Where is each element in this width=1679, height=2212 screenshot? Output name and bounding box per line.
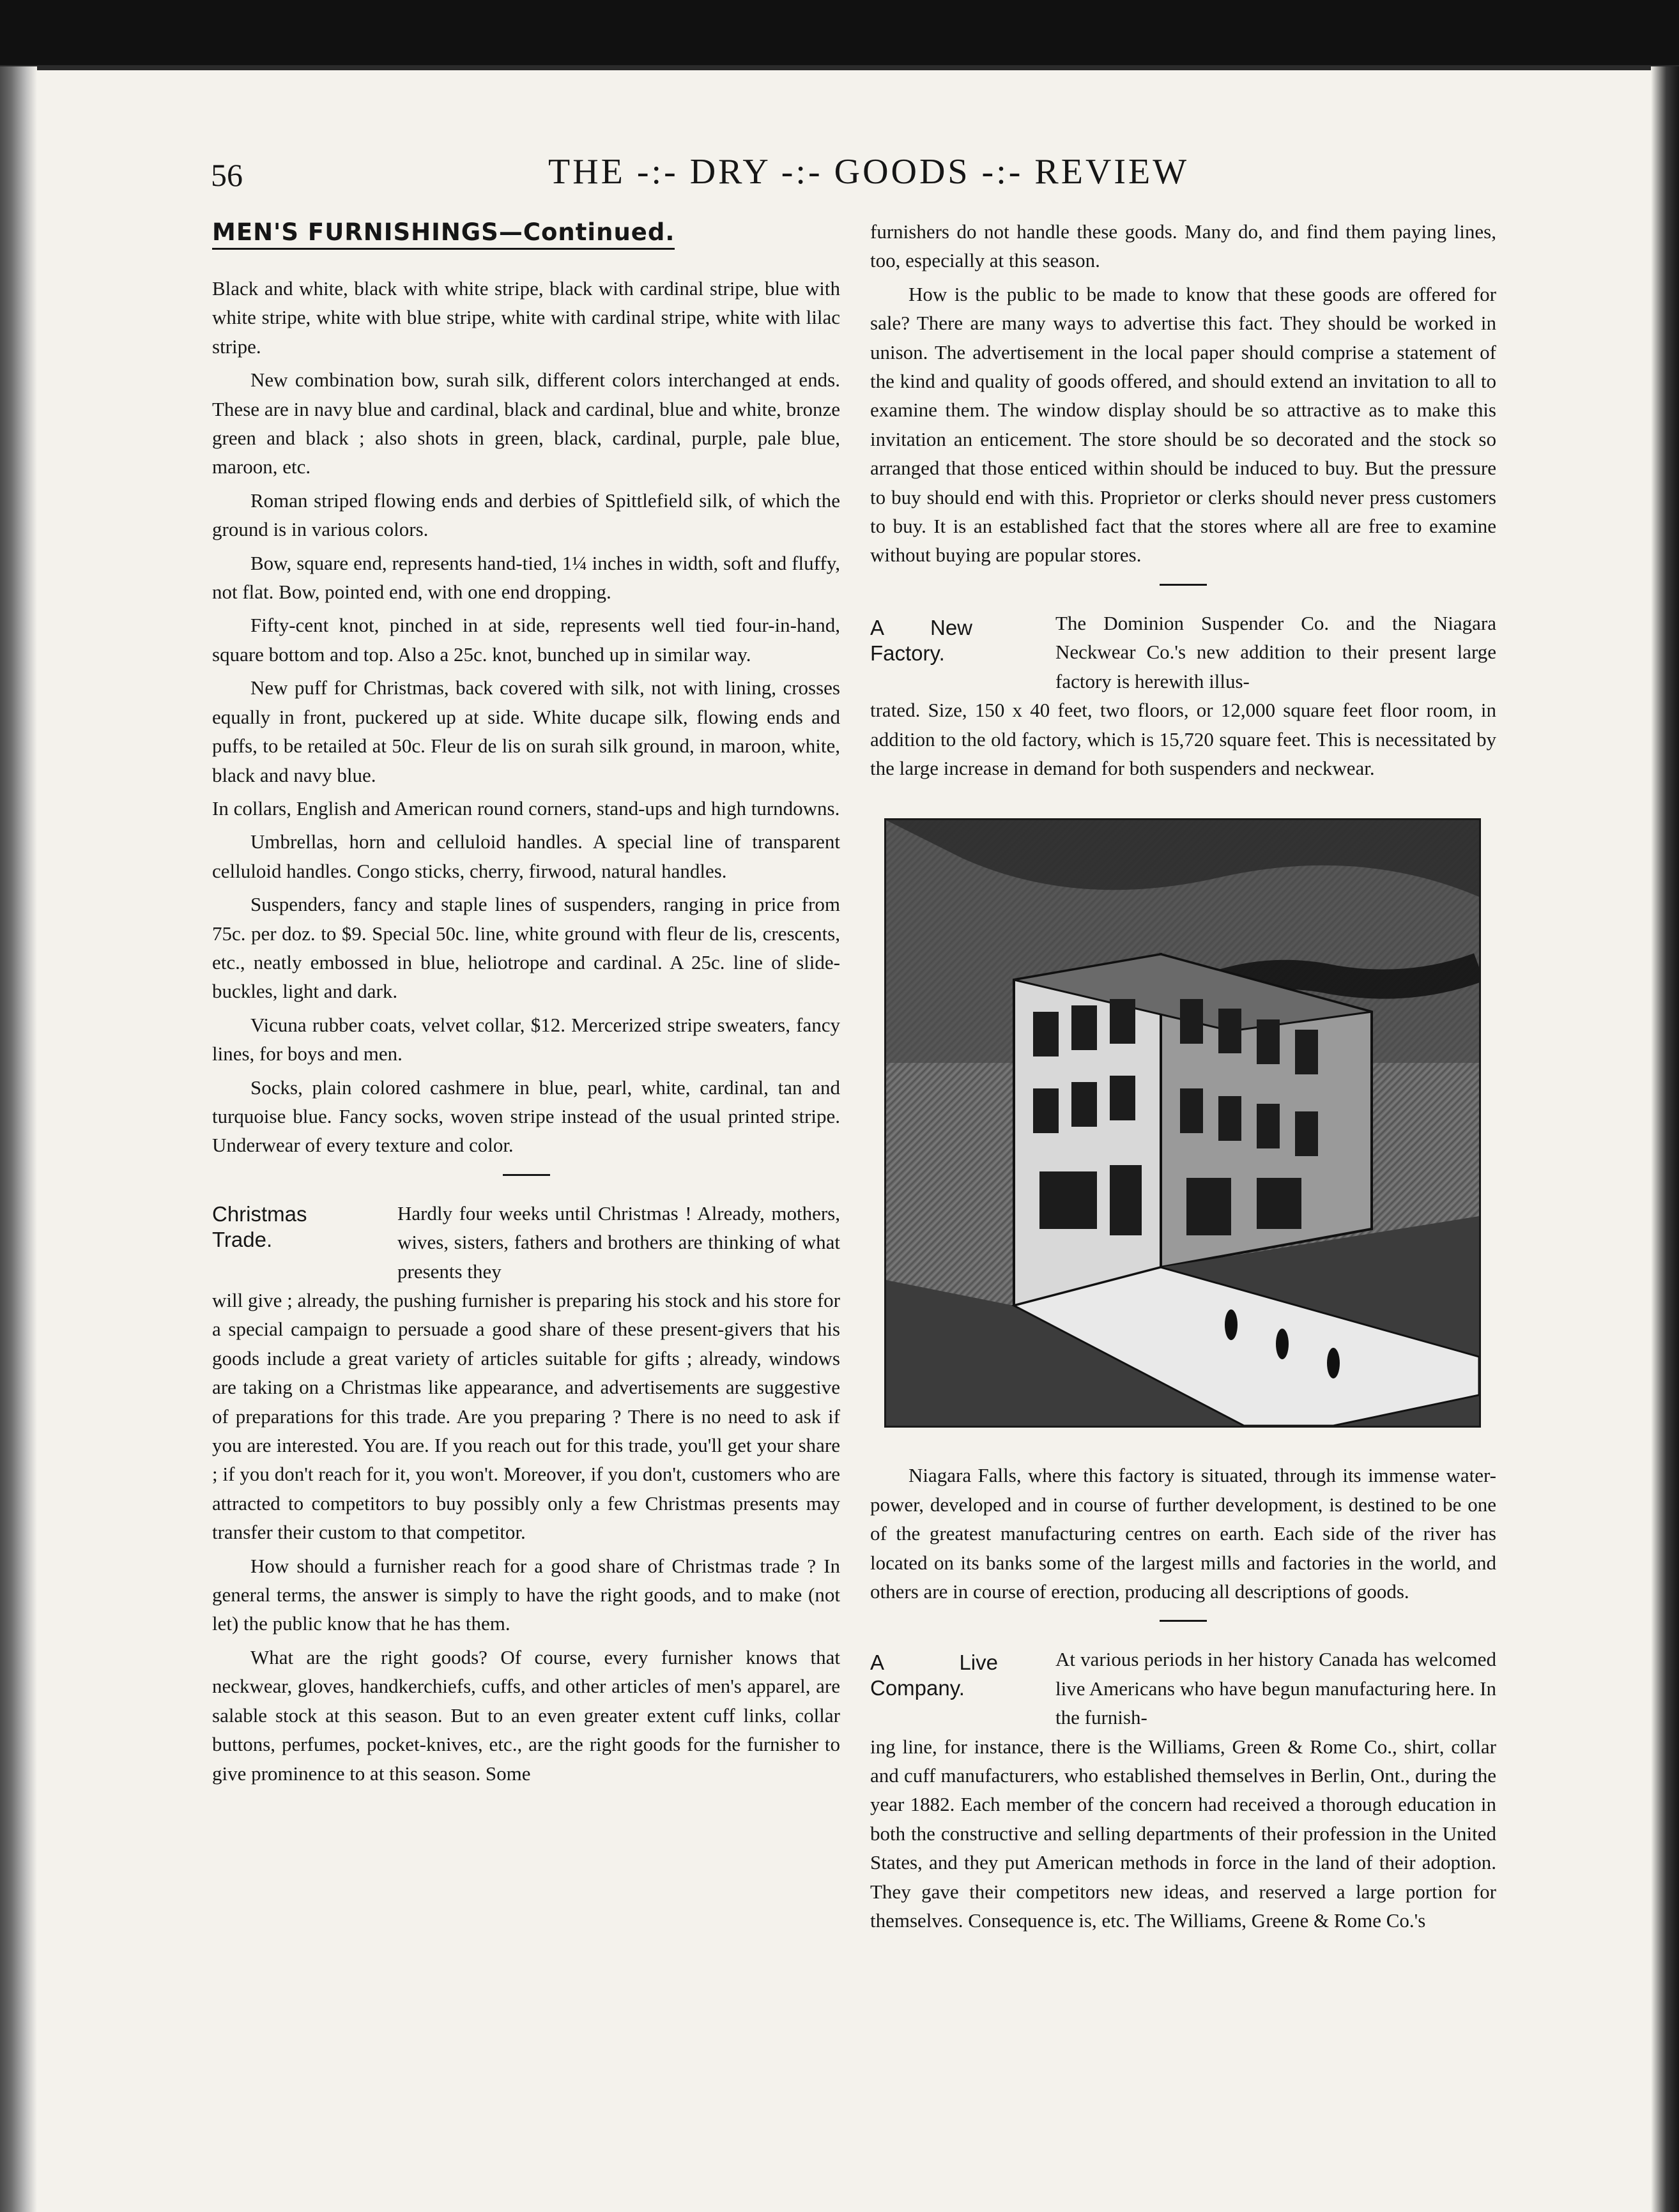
paragraph: furnishers do not handle these goods. Many do, and find them paying lines, too, especially at this season. <box>870 220 1496 272</box>
paragraph: trated. Size, 150 x 40 feet, two floors, or 12,000 square feet floor room, in addition to the old factory, which is 15,720 square feet. This is necessitated by the large increase in demand for both suspenders and neckwear. <box>870 699 1496 779</box>
paragraph: New combination bow, surah silk, different colors interchanged at ends. These are in navy blue and cardinal, black and cardinal, blue and white, bronze green and black ; also shots in green, black, cardinal, purple, pale blue, maroon, etc. <box>212 369 840 478</box>
section-divider <box>503 1174 550 1176</box>
paragraph: Fifty-cent knot, pinched in at side, represents well tied four-in-hand, square bottom and top. Also a 25c. knot, bunched up in similar way. <box>212 614 840 666</box>
paragraph: Black and white, black with white stripe, black with cardinal stripe, blue with white stripe, white with blue stripe, white with cardinal stripe, white with lilac stripe. <box>212 277 840 358</box>
left-column <box>212 217 840 1792</box>
section-divider <box>1160 584 1207 586</box>
right-column <box>870 217 1496 1939</box>
paragraph: What are the right goods? Of course, every furnisher knows that neckwear, gloves, handkerchiefs, cuffs, and other articles of men's apparel, are salable stock at this season. But to an even greater extent cuff links, collar buttons, perfumes, pocket-knives, etc., are the right goods for the furnisher to give prominence to at this season. Some <box>212 1645 840 1785</box>
scan-top-border <box>0 0 1679 66</box>
new-factory-section <box>870 609 1496 696</box>
sidehead-label: Christmas Trade. <box>212 1201 307 1251</box>
paragraph: How should a furnisher reach for a good share of Christmas trade ? In general terms, the answer is simply to have the right goods, and to make (not let) the public know that he has them. <box>212 1554 840 1635</box>
scan-right-edge <box>1651 66 1679 2212</box>
paragraph: Suspenders, fancy and staple lines of suspenders, ranging in price from 75c. per doz. to $9. Special 50c. line, white ground with fleur de lis, crescents, etc., neatly embossed in blue, heliotrope and cardinal. A 25c. line of slide-buckles, light and dark. <box>212 893 840 1003</box>
running-title: THE -:- DRY -:- GOODS -:- REVIEW <box>548 152 1190 192</box>
scan-left-edge <box>0 66 37 2212</box>
sidehead-label: A New Factory. <box>870 615 972 665</box>
section-divider <box>1160 1620 1207 1622</box>
sidehead-lead: The Dominion Suspender Co. and the Niagara Neckwear Co.'s new addition to their present large factory is herewith illus- <box>1055 611 1496 692</box>
paragraph: will give ; already, the pushing furnisher is preparing his stock and his store for a special campaign to persuade a good share of these present-givers that his goods include a great variety of articles suitable for gifts ; already, windows are taking on a Christmas like appearance, and advertisements are suggestive of preparations for this trade. Are you preparing ? There is no need to ask if you are interested. You are. If you reach out for this trade, you'll get your share ; if you don't reach for it, you won't. Moreover, if you don't, customers who are attracted to competitors to buy possibly only a few Christmas presents may transfer their custom to that competitor. <box>212 1289 840 1544</box>
sidehead-lead: At various periods in her history Canada has welcomed live Americans who have begun manufacturing here. In the furnish- <box>1055 1648 1496 1729</box>
paragraph: Socks, plain colored cashmere in blue, pearl, white, cardinal, tan and turquoise blue. Fancy socks, woven stripe instead of the usual printed stripe. Underwear of every texture and color. <box>212 1076 840 1157</box>
section-title: MEN'S FURNISHINGS—Continued. <box>212 217 675 250</box>
page-number: 56 <box>211 157 243 193</box>
sidehead-lead: Hardly four weeks until Christmas ! Already, mothers, wives, sisters, fathers and brothers are thinking of what presents they <box>397 1201 840 1283</box>
live-company-section <box>870 1645 1496 1732</box>
paragraph: New puff for Christmas, back covered with silk, not with lining, crosses equally in front, puckered up at side. White ducape silk, flowing ends and puffs, to be retailed at 50c. Fleur de lis on surah silk ground, in maroon, white, black and navy blue. <box>212 676 840 786</box>
paragraph: Umbrellas, horn and celluloid handles. A special line of transparent celluloid handles. Congo sticks, cherry, firwood, natural handles. <box>212 830 840 882</box>
factory-illustration <box>884 818 1481 1428</box>
factory-building-image <box>886 820 1479 1426</box>
paragraph: Niagara Falls, where this factory is situated, through its immense water-power, developed and in course of further development, is destined to be one of the greatest manufacturing centres on earth. Each side of the river has located on its banks some of the largest mills and factories in the world, and others are in course of erection, producing all descriptions of goods. <box>870 1464 1496 1603</box>
paragraph: ing line, for instance, there is the Williams, Green & Rome Co., shirt, collar and cuff manufacturers, who established themselves in Berlin, Ont., during the year 1882. Each member of the concern had received a thorough education in both the constructive and selling departments of their profession in the United States, and they put American methods in force in the land of their adoption. They gave their competitors new ideas, and reserved a large portion for themselves. Consequence is, etc. The Williams, Greene & Rome Co.'s <box>870 1735 1496 1932</box>
paragraph: In collars, English and American round corners, stand-ups and high turndowns. <box>212 797 840 820</box>
sidehead-label: A Live Company. <box>870 1651 998 1700</box>
paragraph: Roman striped flowing ends and derbies of Spittlefield silk, of which the ground is in various colors. <box>212 489 840 541</box>
paragraph: Vicuna rubber coats, velvet collar, $12. Mercerized stripe sweaters, fancy lines, for boys and men. <box>212 1013 840 1065</box>
paragraph: How is the public to be made to know that these goods are offered for sale? There are many ways to advertise this fact. They should be worked in unison. The advertisement in the local paper should comprise a statement of the kind and quality of goods offered, and should extend an invitation to all to examine them. The window display should be so attractive as to make this invitation an enticement. The store should be so decorated and the stock so arranged that those enticed within should be induced to buy. But the pressure to buy should end with this. Proprietor or clerks should never press customers to buy. It is an established fact that the stores where all are free to examine without buying are popular stores. <box>870 282 1496 567</box>
page-header <box>211 152 1463 208</box>
christmas-trade-section <box>212 1199 840 1286</box>
paragraph: Bow, square end, represents hand-tied, 1¼ inches in width, soft and fluffy, not flat. Bow, pointed end, with one end dropping. <box>212 551 840 604</box>
